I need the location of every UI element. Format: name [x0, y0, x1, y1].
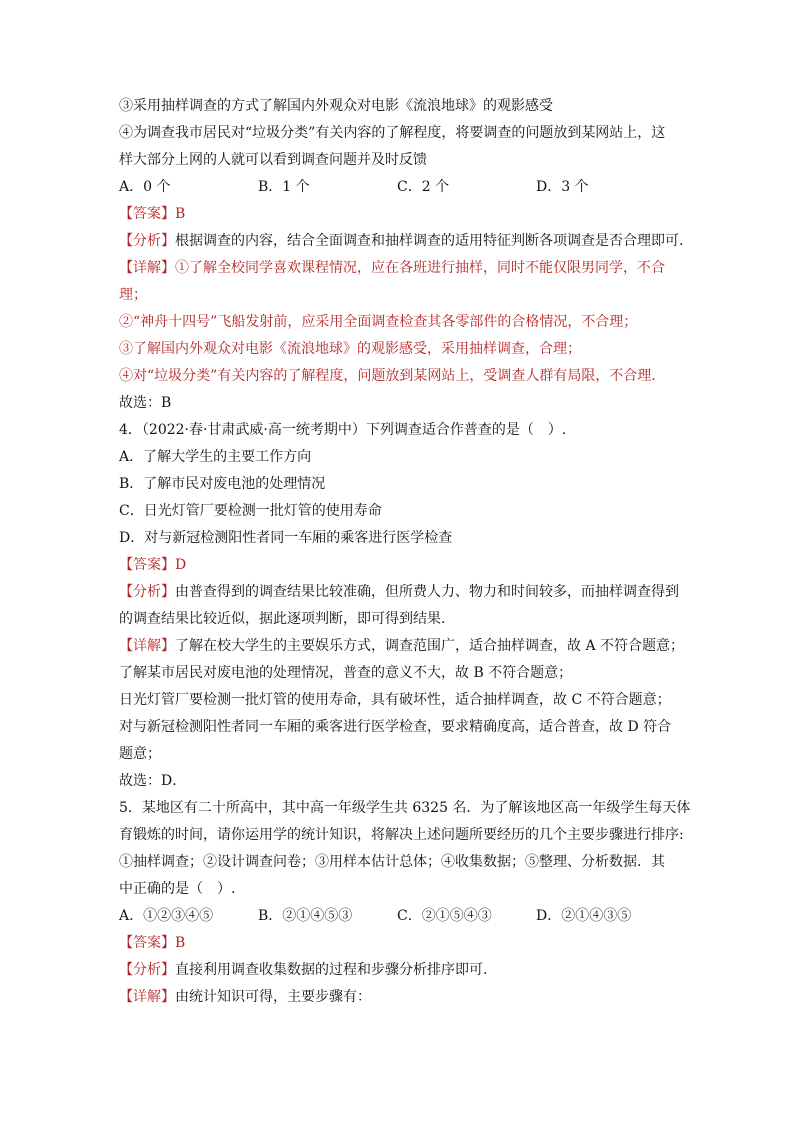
q3-detail-line-2: 理； [119, 287, 147, 303]
q5-stem-line-3: ①抽样调查；②设计调查问卷；③用样本估计总体；④收集数据；⑤整理、分析数据．其 [119, 854, 665, 870]
q5-option-b: B．②①④⑤③ [258, 908, 353, 924]
q5-stem: 5．某地区有二十所高中，其中高一年级学生共 6325 名．为了解该地区高一年级学生每天体 [119, 800, 691, 816]
q4-option-b: B．了解市民对废电池的处理情况 [119, 476, 326, 492]
q3-option-c: C．2 个 [397, 179, 450, 195]
analysis-tag: 【分析】 [119, 233, 175, 249]
q4-answer: 【答案】D [119, 557, 187, 573]
q3-option-a: A．0 个 [119, 179, 171, 195]
q3-detail-line-5: ④对“垃圾分类”有关内容的了解程度，问题放到某网站上，受调查人群有局限，不合理. [119, 368, 656, 384]
q3-analysis [119, 231, 683, 251]
q3-item-4: ④为调查我市居民对“垃圾分类”有关内容的了解程度，将要调查的问题放到某网站上，这 [119, 125, 666, 141]
q3-option-d: D．3 个 [536, 179, 589, 195]
q3-conclusion: 故选：B [119, 395, 172, 411]
q4-analysis-line-2: 的调查结果比较近似，据此逐项判断，即可得到结果. [119, 611, 446, 627]
analysis-text: 直接利用调查收集数据的过程和步骤分析排序即可. [175, 962, 488, 978]
analysis-text: 根据调查的内容，结合全面调查和抽样调查的适用特征判断各项调查是否合理即可. [175, 233, 684, 249]
q3-option-b: B．1 个 [258, 179, 310, 195]
q5-option-a: A．①②③④⑤ [119, 908, 214, 924]
q4-option-c: C．日光灯管厂要检测一批灯管的使用寿命 [119, 503, 382, 519]
q5-option-d: D．②①④③⑤ [536, 908, 632, 924]
q5-detail [119, 987, 371, 1007]
analysis-tag: 【分析】 [119, 584, 175, 600]
q3-item-3: ③采用抽样调查的方式了解国内外观众对电影《流浪地球》的观影感受 [119, 98, 553, 114]
q4-detail-line-4: 对与新冠检测阳性者同一车厢的乘客进行医学检查，要求精确度高，适合普查，故 D 符合 [119, 719, 672, 735]
q4-stem: 4．（2022·春·甘肃武威·高一统考期中）下列调查适合作普查的是（ ）. [119, 422, 567, 438]
q4-detail-line-3: 日光灯管厂要检测一批灯管的使用寿命，具有破坏性，适合抽样调查，故 C 不符合题意； [119, 692, 671, 708]
q3-detail-line-3: ②“神舟十四号”飞船发射前，应采用全面调查检查其各零部件的合格情况，不合理； [119, 314, 638, 330]
detail-tag: 【详解】 [119, 260, 175, 276]
detail-tag: 【详解】 [119, 989, 175, 1005]
detail-text: 由统计知识可得，主要步骤有： [175, 989, 371, 1005]
q3-answer: 【答案】B [119, 206, 186, 222]
q3-item-4-cont: 样大部分上网的人就可以看到调查问题并及时反馈 [119, 152, 427, 168]
detail-text: 了解在校大学生的主要娱乐方式，调查范围广，适合抽样调查，故 A 不符合题意； [175, 638, 685, 654]
q4-detail-line-2: 了解某市居民对废电池的处理情况，普查的意义不大，故 B 不符合题意； [119, 665, 573, 681]
q4-detail-line-5: 题意； [119, 746, 161, 762]
q5-answer: 【答案】B [119, 935, 186, 951]
q5-analysis [119, 960, 487, 980]
q4-option-d: D．对与新冠检测阳性者同一车厢的乘客进行医学检查 [119, 530, 453, 546]
q3-detail [119, 258, 665, 278]
q5-option-c: C．②①⑤④③ [397, 908, 492, 924]
analysis-text: 由普查得到的调查结果比较准确，但所费人力、物力和时间较多，而抽样调查得到 [175, 584, 679, 600]
q4-conclusion: 故选：D． [119, 773, 187, 789]
q4-analysis [119, 582, 679, 602]
q3-detail-line-4: ③了解国内外观众对电影《流浪地球》的观影感受，采用抽样调查，合理； [119, 341, 581, 357]
detail-text: ①了解全校同学喜欢课程情况，应在各班进行抽样，同时不能仅限男同学，不合 [175, 260, 665, 276]
analysis-tag: 【分析】 [119, 962, 175, 978]
q4-detail [119, 636, 684, 656]
q4-option-a: A．了解大学生的主要工作方向 [119, 449, 312, 465]
q5-stem-line-2: 育锻炼的时间，请你运用学的统计知识，将解决上述问题所要经历的几个主要步骤进行排序: [119, 827, 684, 843]
detail-tag: 【详解】 [119, 638, 175, 654]
q5-stem-line-4: 中正确的是（ ）. [119, 881, 236, 897]
